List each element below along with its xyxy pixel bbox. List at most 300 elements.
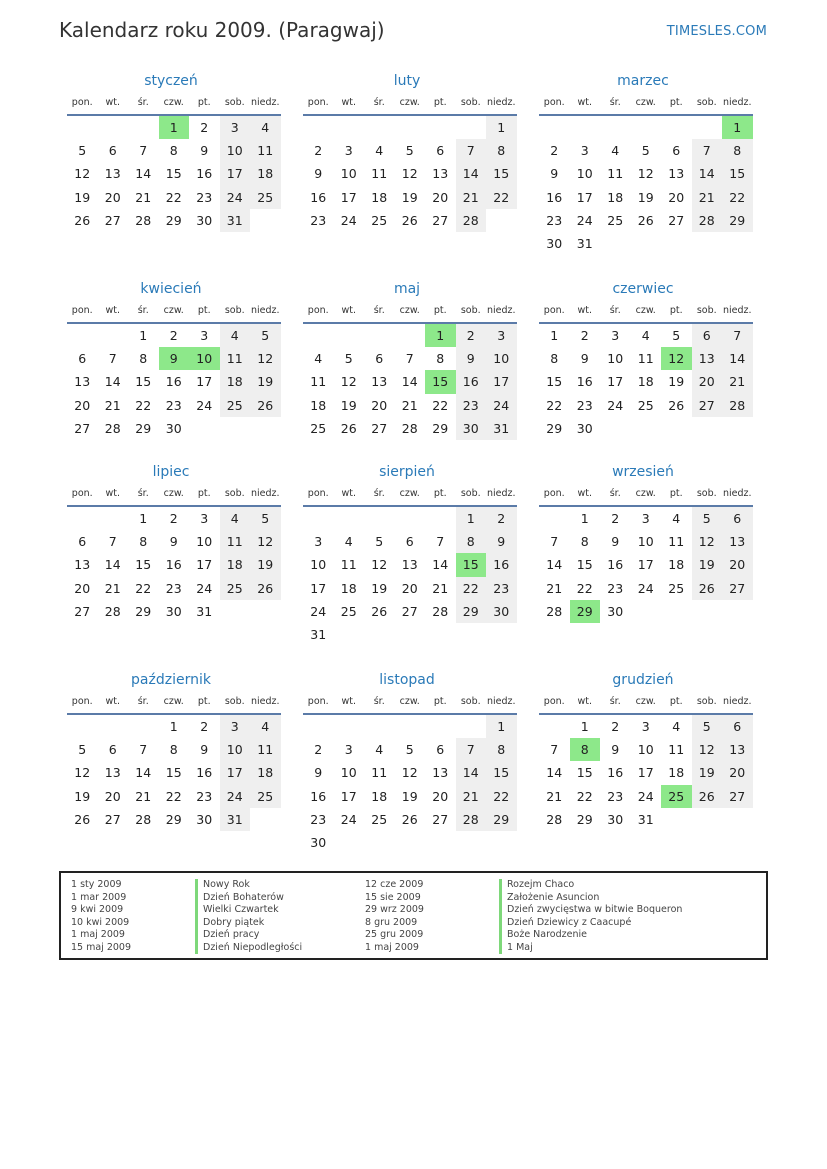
day-cell[interactable]: 9 xyxy=(611,534,620,550)
day-cell[interactable]: 27 xyxy=(692,394,723,417)
day-cell[interactable]: 4 xyxy=(250,715,281,738)
day-cell[interactable]: 30 xyxy=(607,603,624,619)
day-cell[interactable]: 27 xyxy=(104,212,121,228)
day-cell[interactable]: 7 xyxy=(722,324,753,347)
day-cell[interactable]: 5 xyxy=(78,742,87,758)
day-cell[interactable]: 22 xyxy=(135,580,152,596)
day-cell[interactable]: 11 xyxy=(220,347,251,370)
day-cell[interactable]: 5 xyxy=(692,507,723,530)
day-cell[interactable]: 1 xyxy=(139,328,148,343)
day-cell[interactable]: 8 xyxy=(436,351,445,367)
day-cell[interactable]: 4 xyxy=(375,143,384,159)
day-cell[interactable]: 12 xyxy=(637,166,654,182)
day-cell[interactable]: 15 xyxy=(722,162,753,185)
day-cell[interactable]: 9 xyxy=(580,351,589,367)
day-cell[interactable]: 7 xyxy=(405,351,414,367)
day-cell[interactable]: 11 xyxy=(250,139,281,162)
day-cell[interactable]: 17 xyxy=(220,162,251,185)
day-cell[interactable]: 17 xyxy=(637,557,654,573)
day-cell[interactable]: 28 xyxy=(104,420,121,436)
day-cell[interactable]: 8 xyxy=(169,143,178,159)
day-cell[interactable]: 14 xyxy=(401,374,418,390)
day-cell[interactable]: 7 xyxy=(550,742,559,758)
day-cell[interactable]: 24 xyxy=(220,785,251,808)
day-cell[interactable]: 20 xyxy=(722,553,753,576)
day-cell[interactable]: 10 xyxy=(340,765,357,781)
day-cell[interactable]: 28 xyxy=(104,603,121,619)
day-cell[interactable]: 17 xyxy=(340,788,357,804)
day-cell[interactable]: 31 xyxy=(220,209,251,232)
day-cell[interactable]: 3 xyxy=(220,116,251,139)
day-cell[interactable]: 27 xyxy=(668,212,685,228)
day-cell[interactable]: 18 xyxy=(668,557,685,573)
day-cell[interactable]: 11 xyxy=(607,166,624,182)
day-cell[interactable]: 11 xyxy=(668,534,685,550)
day-cell[interactable]: 9 xyxy=(550,166,559,182)
day-cell[interactable]: 26 xyxy=(637,212,654,228)
day-cell[interactable]: 26 xyxy=(340,420,357,436)
day-cell[interactable]: 4 xyxy=(641,328,650,343)
day-cell[interactable]: 14 xyxy=(456,162,487,185)
day-cell[interactable]: 24 xyxy=(576,212,593,228)
day-cell[interactable]: 13 xyxy=(722,530,753,553)
day-cell[interactable]: 7 xyxy=(108,351,117,367)
day-cell[interactable]: 16 xyxy=(165,557,182,573)
day-cell[interactable]: 9 xyxy=(314,166,323,182)
day-cell[interactable]: 30 xyxy=(165,420,182,436)
day-cell[interactable]: 7 xyxy=(692,139,723,162)
day-cell[interactable]: 24 xyxy=(486,394,517,417)
day-cell[interactable]: 29 xyxy=(135,603,152,619)
day-cell[interactable]: 29 xyxy=(165,811,182,827)
day-cell[interactable]: 26 xyxy=(401,811,418,827)
day-cell[interactable]: 24 xyxy=(637,580,654,596)
day-cell[interactable]: 24 xyxy=(196,397,213,413)
day-cell[interactable]: 12 xyxy=(692,738,723,761)
day-cell[interactable]: 3 xyxy=(344,143,353,159)
day-cell[interactable]: 30 xyxy=(607,811,624,827)
day-cell[interactable]: 10 xyxy=(196,534,213,550)
day-cell[interactable]: 16 xyxy=(165,374,182,390)
day-cell[interactable]: 3 xyxy=(344,742,353,758)
day-cell[interactable]: 3 xyxy=(220,715,251,738)
day-cell[interactable]: 16 xyxy=(310,788,327,804)
day-cell[interactable]: 6 xyxy=(108,742,117,758)
day-cell[interactable]: 8 xyxy=(570,738,601,761)
day-cell[interactable]: 6 xyxy=(692,324,723,347)
day-cell[interactable]: 21 xyxy=(692,186,723,209)
day-cell[interactable]: 15 xyxy=(165,166,182,182)
day-cell[interactable]: 28 xyxy=(135,811,152,827)
day-cell[interactable]: 31 xyxy=(310,626,327,642)
day-cell[interactable]: 3 xyxy=(580,143,589,159)
day-cell[interactable]: 28 xyxy=(135,212,152,228)
day-cell[interactable]: 23 xyxy=(165,397,182,413)
day-cell[interactable]: 11 xyxy=(250,738,281,761)
day-cell[interactable]: 26 xyxy=(250,577,281,600)
day-cell[interactable]: 11 xyxy=(220,530,251,553)
day-cell[interactable]: 31 xyxy=(637,811,654,827)
day-cell[interactable]: 27 xyxy=(722,577,753,600)
day-cell[interactable]: 9 xyxy=(456,347,487,370)
day-cell[interactable]: 24 xyxy=(340,212,357,228)
day-cell[interactable]: 16 xyxy=(486,553,517,576)
site-link[interactable]: TIMESLES.COM xyxy=(666,24,767,39)
day-cell[interactable]: 6 xyxy=(722,507,753,530)
day-cell[interactable]: 3 xyxy=(486,324,517,347)
day-cell[interactable]: 24 xyxy=(196,580,213,596)
day-cell[interactable]: 12 xyxy=(661,347,692,370)
day-cell[interactable]: 30 xyxy=(196,811,213,827)
day-cell[interactable]: 8 xyxy=(456,530,487,553)
day-cell[interactable]: 1 xyxy=(722,116,753,139)
day-cell[interactable]: 14 xyxy=(546,557,563,573)
day-cell[interactable]: 5 xyxy=(78,143,87,159)
day-cell[interactable]: 13 xyxy=(401,557,418,573)
day-cell[interactable]: 19 xyxy=(692,761,723,784)
day-cell[interactable]: 4 xyxy=(672,719,681,734)
day-cell[interactable]: 4 xyxy=(250,116,281,139)
day-cell[interactable]: 18 xyxy=(220,370,251,393)
day-cell[interactable]: 31 xyxy=(486,417,517,440)
day-cell[interactable]: 29 xyxy=(570,600,601,623)
day-cell[interactable]: 18 xyxy=(340,580,357,596)
day-cell[interactable]: 23 xyxy=(310,212,327,228)
day-cell[interactable]: 9 xyxy=(200,143,209,159)
day-cell[interactable]: 1 xyxy=(456,507,487,530)
day-cell[interactable]: 16 xyxy=(196,765,213,781)
day-cell[interactable]: 2 xyxy=(550,143,559,159)
day-cell[interactable]: 22 xyxy=(165,189,182,205)
day-cell[interactable]: 30 xyxy=(486,600,517,623)
day-cell[interactable]: 19 xyxy=(637,189,654,205)
day-cell[interactable]: 1 xyxy=(550,328,559,343)
day-cell[interactable]: 14 xyxy=(456,761,487,784)
day-cell[interactable]: 2 xyxy=(580,328,589,343)
day-cell[interactable]: 1 xyxy=(169,719,178,734)
day-cell[interactable]: 29 xyxy=(722,209,753,232)
day-cell[interactable]: 14 xyxy=(135,166,152,182)
day-cell[interactable]: 21 xyxy=(104,397,121,413)
day-cell[interactable]: 3 xyxy=(611,328,620,343)
day-cell[interactable]: 7 xyxy=(456,738,487,761)
day-cell[interactable]: 26 xyxy=(401,212,418,228)
day-cell[interactable]: 2 xyxy=(314,742,323,758)
day-cell[interactable]: 26 xyxy=(668,397,685,413)
day-cell[interactable]: 13 xyxy=(432,765,449,781)
day-cell[interactable]: 13 xyxy=(104,765,121,781)
day-cell[interactable]: 13 xyxy=(371,374,388,390)
day-cell[interactable]: 6 xyxy=(108,143,117,159)
day-cell[interactable]: 20 xyxy=(432,189,449,205)
day-cell[interactable]: 10 xyxy=(220,738,251,761)
day-cell[interactable]: 15 xyxy=(576,557,593,573)
day-cell[interactable]: 9 xyxy=(611,742,620,758)
day-cell[interactable]: 1 xyxy=(580,511,589,526)
day-cell[interactable]: 5 xyxy=(405,742,414,758)
day-cell[interactable]: 10 xyxy=(637,534,654,550)
day-cell[interactable]: 22 xyxy=(722,186,753,209)
day-cell[interactable]: 12 xyxy=(250,530,281,553)
day-cell[interactable]: 9 xyxy=(314,765,323,781)
day-cell[interactable]: 27 xyxy=(432,811,449,827)
day-cell[interactable]: 29 xyxy=(546,420,563,436)
day-cell[interactable]: 10 xyxy=(340,166,357,182)
day-cell[interactable]: 25 xyxy=(250,785,281,808)
day-cell[interactable]: 20 xyxy=(104,189,121,205)
day-cell[interactable]: 13 xyxy=(104,166,121,182)
day-cell[interactable]: 25 xyxy=(371,811,388,827)
day-cell[interactable]: 14 xyxy=(135,765,152,781)
day-cell[interactable]: 12 xyxy=(401,166,418,182)
day-cell[interactable]: 30 xyxy=(310,834,327,850)
day-cell[interactable]: 2 xyxy=(486,507,517,530)
day-cell[interactable]: 6 xyxy=(78,351,87,367)
day-cell[interactable]: 14 xyxy=(722,347,753,370)
day-cell[interactable]: 5 xyxy=(375,534,384,550)
day-cell[interactable]: 2 xyxy=(169,328,178,343)
day-cell[interactable]: 27 xyxy=(104,811,121,827)
day-cell[interactable]: 23 xyxy=(576,397,593,413)
day-cell[interactable]: 17 xyxy=(196,557,213,573)
day-cell[interactable]: 6 xyxy=(722,715,753,738)
day-cell[interactable]: 3 xyxy=(641,719,650,734)
day-cell[interactable]: 20 xyxy=(74,397,91,413)
day-cell[interactable]: 25 xyxy=(220,394,251,417)
day-cell[interactable]: 7 xyxy=(139,742,148,758)
day-cell[interactable]: 5 xyxy=(405,143,414,159)
day-cell[interactable]: 26 xyxy=(74,811,91,827)
day-cell[interactable]: 23 xyxy=(456,394,487,417)
day-cell[interactable]: 19 xyxy=(74,788,91,804)
day-cell[interactable]: 19 xyxy=(668,374,685,390)
day-cell[interactable]: 8 xyxy=(139,534,148,550)
day-cell[interactable]: 31 xyxy=(196,603,213,619)
day-cell[interactable]: 18 xyxy=(220,553,251,576)
day-cell[interactable]: 4 xyxy=(375,742,384,758)
day-cell[interactable]: 28 xyxy=(401,420,418,436)
day-cell[interactable]: 5 xyxy=(250,324,281,347)
day-cell[interactable]: 8 xyxy=(486,139,517,162)
day-cell[interactable]: 13 xyxy=(432,166,449,182)
day-cell[interactable]: 19 xyxy=(250,553,281,576)
day-cell[interactable]: 7 xyxy=(456,139,487,162)
day-cell[interactable]: 21 xyxy=(135,189,152,205)
day-cell[interactable]: 8 xyxy=(580,534,589,550)
day-cell[interactable]: 7 xyxy=(436,534,445,550)
day-cell[interactable]: 21 xyxy=(401,397,418,413)
day-cell[interactable]: 6 xyxy=(436,143,445,159)
day-cell[interactable]: 13 xyxy=(668,166,685,182)
day-cell[interactable]: 19 xyxy=(340,397,357,413)
day-cell[interactable]: 14 xyxy=(104,557,121,573)
day-cell[interactable]: 15 xyxy=(486,162,517,185)
day-cell[interactable]: 20 xyxy=(432,788,449,804)
day-cell[interactable]: 6 xyxy=(436,742,445,758)
day-cell[interactable]: 22 xyxy=(486,785,517,808)
day-cell[interactable]: 30 xyxy=(546,235,563,251)
day-cell[interactable]: 27 xyxy=(432,212,449,228)
day-cell[interactable]: 20 xyxy=(668,189,685,205)
day-cell[interactable]: 28 xyxy=(432,603,449,619)
day-cell[interactable]: 5 xyxy=(692,715,723,738)
day-cell[interactable]: 21 xyxy=(432,580,449,596)
day-cell[interactable]: 26 xyxy=(692,785,723,808)
day-cell[interactable]: 20 xyxy=(692,370,723,393)
day-cell[interactable]: 16 xyxy=(576,374,593,390)
day-cell[interactable]: 16 xyxy=(546,189,563,205)
day-cell[interactable]: 5 xyxy=(344,351,353,367)
day-cell[interactable]: 14 xyxy=(432,557,449,573)
day-cell[interactable]: 5 xyxy=(250,507,281,530)
day-cell[interactable]: 19 xyxy=(74,189,91,205)
day-cell[interactable]: 12 xyxy=(692,530,723,553)
day-cell[interactable]: 24 xyxy=(220,186,251,209)
day-cell[interactable]: 6 xyxy=(672,143,681,159)
day-cell[interactable]: 19 xyxy=(371,580,388,596)
day-cell[interactable]: 15 xyxy=(135,557,152,573)
day-cell[interactable]: 17 xyxy=(220,761,251,784)
day-cell[interactable]: 26 xyxy=(74,212,91,228)
day-cell[interactable]: 18 xyxy=(371,189,388,205)
day-cell[interactable]: 6 xyxy=(405,534,414,550)
day-cell[interactable]: 29 xyxy=(165,212,182,228)
day-cell[interactable]: 11 xyxy=(371,166,388,182)
day-cell[interactable]: 2 xyxy=(314,143,323,159)
day-cell[interactable]: 20 xyxy=(371,397,388,413)
day-cell[interactable]: 25 xyxy=(340,603,357,619)
day-cell[interactable]: 10 xyxy=(189,347,220,370)
day-cell[interactable]: 19 xyxy=(401,189,418,205)
day-cell[interactable]: 10 xyxy=(637,742,654,758)
day-cell[interactable]: 16 xyxy=(456,370,487,393)
day-cell[interactable]: 18 xyxy=(637,374,654,390)
day-cell[interactable]: 23 xyxy=(310,811,327,827)
day-cell[interactable]: 17 xyxy=(340,189,357,205)
day-cell[interactable]: 28 xyxy=(722,394,753,417)
day-cell[interactable]: 8 xyxy=(139,351,148,367)
day-cell[interactable]: 15 xyxy=(546,374,563,390)
day-cell[interactable]: 1 xyxy=(139,511,148,526)
day-cell[interactable]: 3 xyxy=(314,534,323,550)
day-cell[interactable]: 15 xyxy=(425,370,456,393)
day-cell[interactable]: 23 xyxy=(196,189,213,205)
day-cell[interactable]: 28 xyxy=(692,209,723,232)
day-cell[interactable]: 25 xyxy=(661,785,692,808)
day-cell[interactable]: 22 xyxy=(432,397,449,413)
day-cell[interactable]: 18 xyxy=(310,397,327,413)
day-cell[interactable]: 14 xyxy=(692,162,723,185)
day-cell[interactable]: 25 xyxy=(637,397,654,413)
day-cell[interactable]: 28 xyxy=(456,808,487,831)
day-cell[interactable]: 16 xyxy=(607,557,624,573)
day-cell[interactable]: 18 xyxy=(371,788,388,804)
day-cell[interactable]: 17 xyxy=(196,374,213,390)
day-cell[interactable]: 28 xyxy=(456,209,487,232)
day-cell[interactable]: 9 xyxy=(486,530,517,553)
day-cell[interactable]: 17 xyxy=(486,370,517,393)
day-cell[interactable]: 22 xyxy=(135,397,152,413)
day-cell[interactable]: 26 xyxy=(250,394,281,417)
day-cell[interactable]: 10 xyxy=(220,139,251,162)
day-cell[interactable]: 23 xyxy=(486,577,517,600)
day-cell[interactable]: 12 xyxy=(250,347,281,370)
day-cell[interactable]: 4 xyxy=(672,511,681,526)
day-cell[interactable]: 6 xyxy=(375,351,384,367)
day-cell[interactable]: 23 xyxy=(607,580,624,596)
day-cell[interactable]: 9 xyxy=(200,742,209,758)
day-cell[interactable]: 22 xyxy=(576,788,593,804)
day-cell[interactable]: 22 xyxy=(456,577,487,600)
day-cell[interactable]: 29 xyxy=(456,600,487,623)
day-cell[interactable]: 2 xyxy=(611,511,620,526)
day-cell[interactable]: 29 xyxy=(486,808,517,831)
day-cell[interactable]: 30 xyxy=(196,212,213,228)
day-cell[interactable]: 19 xyxy=(692,553,723,576)
day-cell[interactable]: 4 xyxy=(220,324,251,347)
day-cell[interactable]: 4 xyxy=(344,534,353,550)
day-cell[interactable]: 12 xyxy=(74,765,91,781)
day-cell[interactable]: 2 xyxy=(456,324,487,347)
day-cell[interactable]: 16 xyxy=(196,166,213,182)
day-cell[interactable]: 18 xyxy=(250,761,281,784)
day-cell[interactable]: 25 xyxy=(371,212,388,228)
day-cell[interactable]: 16 xyxy=(607,765,624,781)
day-cell[interactable]: 19 xyxy=(401,788,418,804)
day-cell[interactable]: 2 xyxy=(200,120,209,135)
day-cell[interactable]: 21 xyxy=(456,785,487,808)
day-cell[interactable]: 27 xyxy=(371,420,388,436)
day-cell[interactable]: 25 xyxy=(220,577,251,600)
day-cell[interactable]: 15 xyxy=(135,374,152,390)
day-cell[interactable]: 17 xyxy=(310,580,327,596)
day-cell[interactable]: 17 xyxy=(607,374,624,390)
day-cell[interactable]: 23 xyxy=(546,212,563,228)
day-cell[interactable]: 7 xyxy=(550,534,559,550)
day-cell[interactable]: 13 xyxy=(722,738,753,761)
day-cell[interactable]: 15 xyxy=(456,553,487,576)
day-cell[interactable]: 11 xyxy=(668,742,685,758)
day-cell[interactable]: 13 xyxy=(74,557,91,573)
day-cell[interactable]: 26 xyxy=(692,577,723,600)
day-cell[interactable]: 11 xyxy=(637,351,654,367)
day-cell[interactable]: 4 xyxy=(611,143,620,159)
day-cell[interactable]: 21 xyxy=(135,788,152,804)
day-cell[interactable]: 30 xyxy=(165,603,182,619)
day-cell[interactable]: 1 xyxy=(486,116,517,139)
day-cell[interactable]: 26 xyxy=(371,603,388,619)
day-cell[interactable]: 27 xyxy=(74,603,91,619)
day-cell[interactable]: 15 xyxy=(486,761,517,784)
day-cell[interactable]: 22 xyxy=(165,788,182,804)
day-cell[interactable]: 1 xyxy=(486,715,517,738)
day-cell[interactable]: 14 xyxy=(546,765,563,781)
day-cell[interactable]: 10 xyxy=(607,351,624,367)
day-cell[interactable]: 21 xyxy=(546,788,563,804)
day-cell[interactable]: 1 xyxy=(580,719,589,734)
day-cell[interactable]: 11 xyxy=(340,557,357,573)
day-cell[interactable]: 8 xyxy=(722,139,753,162)
day-cell[interactable]: 24 xyxy=(607,397,624,413)
day-cell[interactable]: 23 xyxy=(607,788,624,804)
day-cell[interactable]: 11 xyxy=(371,765,388,781)
day-cell[interactable]: 12 xyxy=(74,166,91,182)
day-cell[interactable]: 22 xyxy=(546,397,563,413)
day-cell[interactable]: 21 xyxy=(722,370,753,393)
day-cell[interactable]: 20 xyxy=(722,761,753,784)
day-cell[interactable]: 4 xyxy=(314,351,323,367)
day-cell[interactable]: 19 xyxy=(250,370,281,393)
